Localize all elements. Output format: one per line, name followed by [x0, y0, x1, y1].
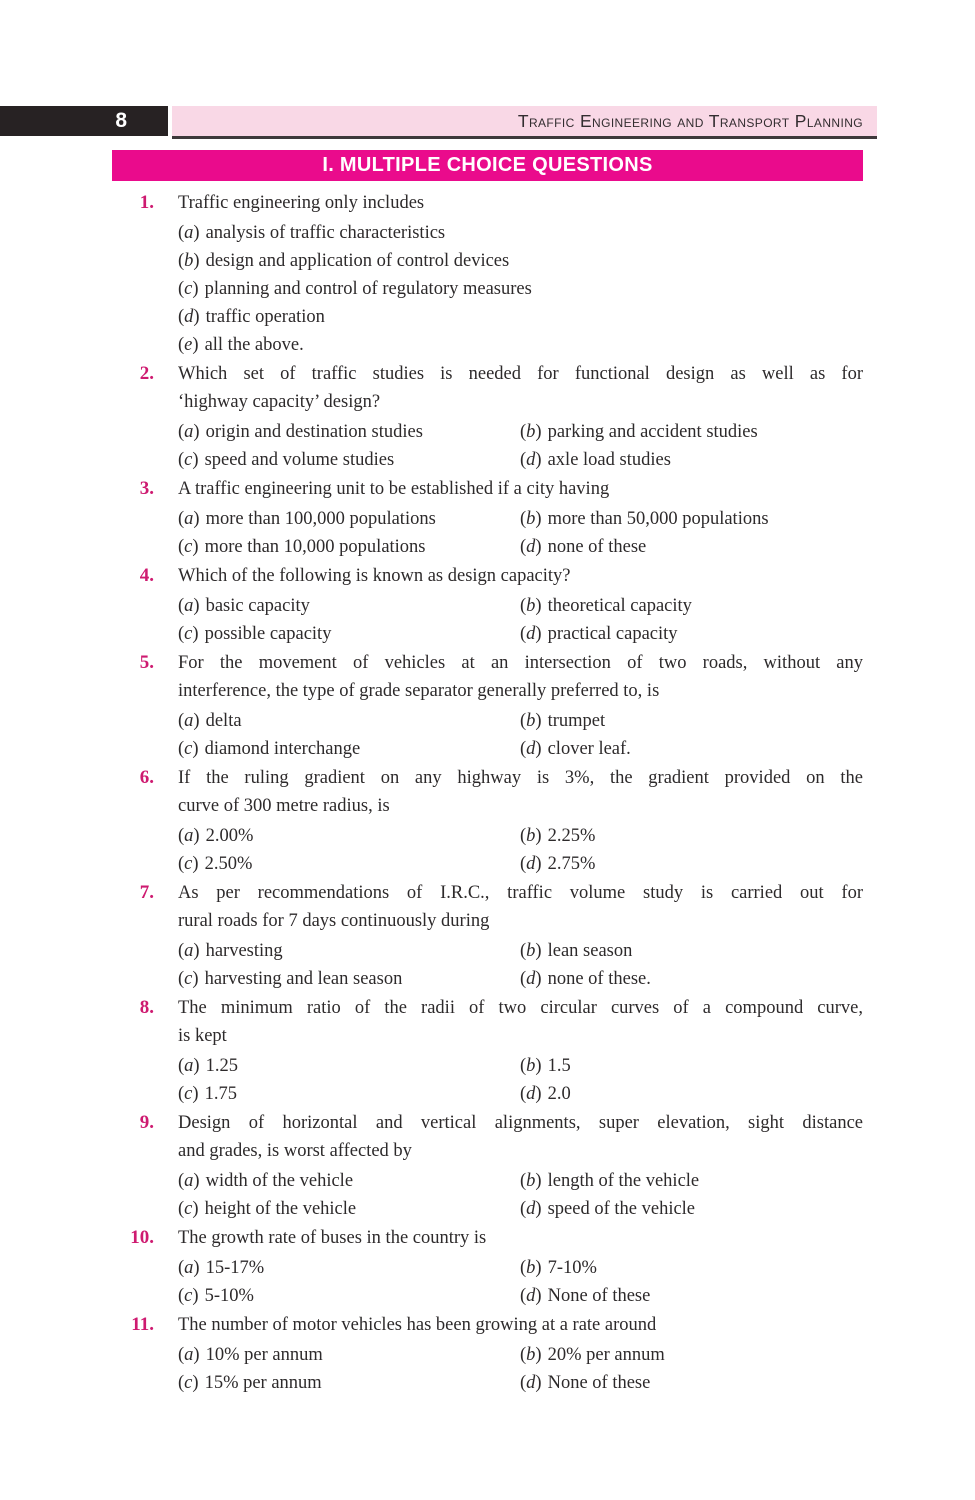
question-number: 1. [139, 192, 154, 213]
question-text-line: Which of the following is known as design capacity? [178, 566, 571, 586]
option-item [178, 1254, 520, 1282]
option-text: planning and control of regulatory measures [204, 279, 532, 299]
question-text-line: Which set of traffic studies is needed for functional design as well as for [178, 364, 863, 384]
question-body [178, 1224, 863, 1311]
option-text: more than 10,000 populations [204, 537, 426, 557]
options-grid [178, 1254, 863, 1310]
option-item [178, 592, 520, 620]
option-label: (d) [520, 1084, 542, 1104]
question-item [112, 1109, 870, 1224]
option-item [520, 620, 863, 648]
option-label: (d) [520, 854, 542, 874]
question-item [112, 1224, 870, 1311]
option-item [178, 1080, 520, 1108]
question-text [178, 1311, 863, 1339]
option-label: (c) [178, 969, 199, 989]
option-label: (a) [178, 596, 200, 616]
options-grid [178, 707, 863, 763]
option-label: (c) [178, 1084, 199, 1104]
option-text: delta [205, 711, 242, 731]
question-text [178, 1109, 863, 1165]
question-text [178, 360, 863, 416]
option-item [178, 1195, 520, 1223]
question-item [112, 1311, 870, 1398]
option-text: 2.50% [204, 854, 253, 874]
option-item [178, 1167, 520, 1195]
option-item [178, 446, 520, 474]
question-text-line: The number of motor vehicles has been growing at a rate around [178, 1315, 657, 1335]
question-body [178, 475, 863, 562]
option-label: (b) [520, 596, 542, 616]
question-body [178, 189, 863, 360]
option-label: (d) [520, 739, 542, 759]
option-text: more than 100,000 populations [205, 509, 436, 529]
question-item [112, 189, 870, 360]
question-body [178, 764, 863, 879]
question-number: 4. [139, 565, 154, 586]
option-label: (d) [520, 450, 542, 470]
option-label: (b) [520, 1258, 542, 1278]
option-label: (d) [520, 969, 542, 989]
option-item [178, 735, 520, 763]
option-text: theoretical capacity [547, 596, 692, 616]
option-item [178, 418, 520, 446]
questions-list [112, 189, 870, 1398]
option-text: 10% per annum [205, 1345, 323, 1365]
option-label: (a) [178, 1345, 200, 1365]
question-text [178, 1224, 863, 1252]
option-label: (d) [178, 307, 200, 327]
option-item [178, 965, 520, 993]
option-label: (a) [178, 509, 200, 529]
option-text: None of these [547, 1373, 651, 1393]
option-text: more than 50,000 populations [547, 509, 769, 529]
option-text: diamond interchange [204, 739, 361, 759]
option-text: design and application of control devices [205, 251, 510, 271]
options-grid [178, 592, 863, 648]
question-text-line: Traffic engineering only includes [178, 193, 425, 213]
option-label: (b) [520, 941, 542, 961]
option-text: None of these [547, 1286, 651, 1306]
option-item [520, 446, 863, 474]
options-grid [178, 1052, 863, 1108]
option-item [178, 822, 520, 850]
option-item [520, 1282, 863, 1310]
option-label: (c) [178, 279, 199, 299]
running-header-title: Traffic Engineering and Transport Planning [517, 111, 863, 131]
option-label: (c) [178, 624, 199, 644]
question-text-line: The minimum ratio of the radii of two circular curves of a compound curve, [178, 998, 863, 1018]
option-text: height of the vehicle [204, 1199, 357, 1219]
question-text [178, 879, 863, 935]
question-text [178, 649, 863, 705]
option-text: 15-17% [205, 1258, 265, 1278]
question-body [178, 1109, 863, 1224]
option-label: (a) [178, 941, 200, 961]
option-item [178, 1341, 520, 1369]
option-label: (e) [178, 335, 199, 355]
option-label: (d) [520, 624, 542, 644]
option-text: axle load studies [547, 450, 671, 470]
option-text: lean season [547, 941, 633, 961]
section-title: I. MULTIPLE CHOICE QUESTIONS [322, 154, 653, 176]
option-item [178, 1369, 520, 1397]
option-text: 5-10% [204, 1286, 254, 1306]
section-banner [112, 150, 863, 181]
option-label: (c) [178, 537, 199, 557]
question-text-line: interference, the type of grade separator generally preferred to, is [178, 681, 660, 701]
option-label: (c) [178, 854, 199, 874]
option-text: harvesting and lean season [204, 969, 403, 989]
option-label: (c) [178, 450, 199, 470]
option-item [520, 965, 863, 993]
option-item [520, 937, 863, 965]
question-number: 6. [139, 767, 154, 788]
option-label: (b) [520, 826, 542, 846]
option-label: (a) [178, 223, 200, 243]
option-item [520, 1080, 863, 1108]
question-text-line: Design of horizontal and vertical alignments, super elevation, sight distance [178, 1113, 863, 1133]
option-text: 20% per annum [547, 1345, 665, 1365]
option-label: (a) [178, 1171, 200, 1191]
question-text [178, 994, 863, 1050]
option-label: (d) [520, 1286, 542, 1306]
question-item [112, 649, 870, 764]
option-label: (b) [520, 509, 542, 529]
question-text [178, 475, 863, 503]
question-text-line: is kept [178, 1026, 227, 1046]
page-number-bar [0, 106, 168, 136]
option-item [520, 707, 863, 735]
option-text: none of these. [547, 969, 651, 989]
question-item [112, 562, 870, 649]
question-item [112, 360, 870, 475]
question-number: 2. [139, 363, 154, 384]
option-text: 7-10% [547, 1258, 597, 1278]
question-text-line: The growth rate of buses in the country is [178, 1228, 487, 1248]
option-item [178, 275, 863, 303]
question-number: 9. [139, 1112, 154, 1133]
page-number: 8 [115, 109, 127, 132]
option-text: possible capacity [204, 624, 332, 644]
options-grid [178, 219, 863, 359]
option-text: 1.75 [204, 1084, 237, 1104]
option-item [520, 822, 863, 850]
option-label: (a) [178, 1056, 200, 1076]
option-item [520, 735, 863, 763]
option-label: (a) [178, 1258, 200, 1278]
question-text-line: As per recommendations of I.R.C., traffic volume study is carried out for [178, 883, 863, 903]
question-number: 8. [139, 997, 154, 1018]
option-label: (b) [520, 1171, 542, 1191]
question-text-line: For the movement of vehicles at an intersection of two roads, without any [178, 653, 863, 673]
running-header-bar [172, 106, 877, 139]
option-label: (d) [520, 1199, 542, 1219]
option-text: none of these [547, 537, 647, 557]
question-number: 3. [139, 478, 154, 499]
option-label: (b) [520, 711, 542, 731]
question-text-line: rural roads for 7 days continuously during [178, 911, 490, 931]
option-item [520, 850, 863, 878]
option-text: speed of the vehicle [547, 1199, 696, 1219]
option-text: practical capacity [547, 624, 678, 644]
question-text-line: ‘highway capacity’ design? [178, 392, 381, 412]
question-text-line: and grades, is worst affected by [178, 1141, 412, 1161]
option-item [520, 1052, 863, 1080]
option-text: width of the vehicle [205, 1171, 354, 1191]
option-label: (a) [178, 711, 200, 731]
option-item [178, 505, 520, 533]
question-text-line: If the ruling gradient on any highway is 3%, the gradient provided on the [178, 768, 863, 788]
question-text-line: curve of 300 metre radius, is [178, 796, 390, 816]
option-label: (d) [520, 537, 542, 557]
option-item [178, 533, 520, 561]
question-number: 5. [139, 652, 154, 673]
option-text: basic capacity [205, 596, 310, 616]
question-body [178, 360, 863, 475]
question-text-line: A traffic engineering unit to be established if a city having [178, 479, 610, 499]
option-item [520, 533, 863, 561]
options-grid [178, 937, 863, 993]
question-item [112, 994, 870, 1109]
question-body [178, 994, 863, 1109]
option-item [520, 1167, 863, 1195]
option-text: speed and volume studies [204, 450, 395, 470]
option-item [178, 303, 863, 331]
option-text: 2.25% [547, 826, 596, 846]
option-text: 1.25 [205, 1056, 238, 1076]
option-label: (a) [178, 826, 200, 846]
options-grid [178, 822, 863, 878]
question-text [178, 189, 863, 217]
option-item [178, 850, 520, 878]
question-body [178, 562, 863, 649]
option-text: 15% per annum [204, 1373, 322, 1393]
question-text [178, 764, 863, 820]
option-label: (c) [178, 1373, 199, 1393]
option-text: harvesting [205, 941, 283, 961]
question-body [178, 649, 863, 764]
option-item [178, 1282, 520, 1310]
option-text: parking and accident studies [547, 422, 758, 442]
option-text: clover leaf. [547, 739, 631, 759]
question-text [178, 562, 863, 590]
option-label: (b) [520, 1345, 542, 1365]
options-grid [178, 505, 863, 561]
option-label: (c) [178, 739, 199, 759]
option-item [520, 1369, 863, 1397]
option-label: (a) [178, 422, 200, 442]
option-item [520, 1195, 863, 1223]
option-text: trumpet [547, 711, 606, 731]
question-body [178, 879, 863, 994]
option-text: 1.5 [547, 1056, 571, 1076]
option-item [178, 937, 520, 965]
option-text: length of the vehicle [547, 1171, 700, 1191]
option-item [178, 1052, 520, 1080]
option-item [178, 247, 863, 275]
option-label: (c) [178, 1286, 199, 1306]
question-item [112, 764, 870, 879]
question-body [178, 1311, 863, 1398]
options-grid [178, 1341, 863, 1397]
option-item [520, 1341, 863, 1369]
option-text: 2.75% [547, 854, 596, 874]
question-number: 7. [139, 882, 154, 903]
option-label: (b) [520, 422, 542, 442]
options-grid [178, 1167, 863, 1223]
question-number: 10. [130, 1227, 154, 1248]
option-text: analysis of traffic characteristics [205, 223, 446, 243]
option-item [178, 219, 863, 247]
option-text: all the above. [204, 335, 304, 355]
question-item [112, 879, 870, 994]
option-text: 2.0 [547, 1084, 571, 1104]
option-text: 2.00% [205, 826, 254, 846]
option-item [178, 707, 520, 735]
option-label: (b) [178, 251, 200, 271]
question-item [112, 475, 870, 562]
option-label: (d) [520, 1373, 542, 1393]
option-item [520, 592, 863, 620]
option-item [520, 418, 863, 446]
option-label: (c) [178, 1199, 199, 1219]
option-text: origin and destination studies [205, 422, 423, 442]
question-number: 11. [131, 1314, 154, 1335]
option-item [520, 1254, 863, 1282]
options-grid [178, 418, 863, 474]
option-text: traffic operation [205, 307, 325, 327]
option-label: (b) [520, 1056, 542, 1076]
option-item [178, 331, 863, 359]
option-item [520, 505, 863, 533]
option-item [178, 620, 520, 648]
